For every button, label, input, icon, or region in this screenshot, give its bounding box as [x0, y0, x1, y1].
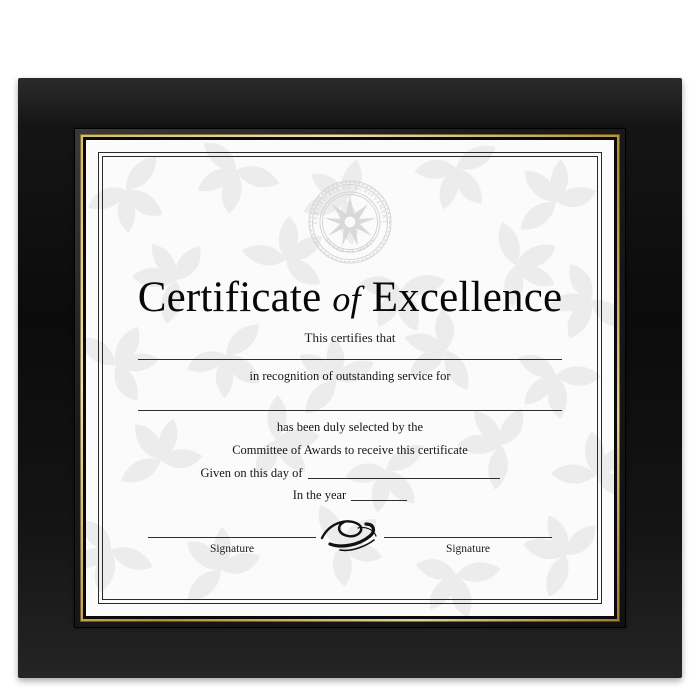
given-label: Given on this day of	[200, 466, 303, 480]
certifies-line: This certifies that	[304, 330, 396, 345]
certificate-title	[112, 276, 588, 319]
title-word-certificate: Certificate	[137, 274, 322, 321]
title-word-of: of	[332, 279, 361, 319]
year-value-line	[351, 488, 407, 501]
title-word-excellence: Excellence	[371, 274, 563, 321]
signature-left-label: Signature	[209, 543, 255, 555]
year-label: In the year	[292, 488, 347, 502]
given-on-row	[112, 466, 588, 481]
certificate-content	[112, 162, 588, 594]
award-seal-icon	[302, 174, 398, 270]
service-for-line	[138, 410, 562, 411]
signature-right-line	[384, 537, 552, 538]
recipient-name-line	[138, 359, 562, 360]
committee-line: Committee of Awards to receive this certificate	[232, 443, 468, 457]
recognition-line: in recognition of outstanding service for	[249, 369, 451, 383]
svg-text:CERTIFICATE OF ACHIEVEMENT: CERTIFICATE OF ACHIEVEMENT	[312, 184, 388, 225]
selected-line: has been duly selected by the	[276, 420, 424, 434]
calligraphic-flourish-icon	[314, 514, 386, 554]
certificate-paper	[86, 140, 614, 616]
signature-right-label: Signature	[445, 543, 491, 555]
given-date-line	[308, 466, 500, 479]
signature-left-line	[148, 537, 316, 538]
picture-frame	[18, 78, 682, 678]
in-the-year-row	[112, 488, 588, 503]
svg-text:AWARD OF MERIT: AWARD OF MERIT	[322, 237, 378, 256]
